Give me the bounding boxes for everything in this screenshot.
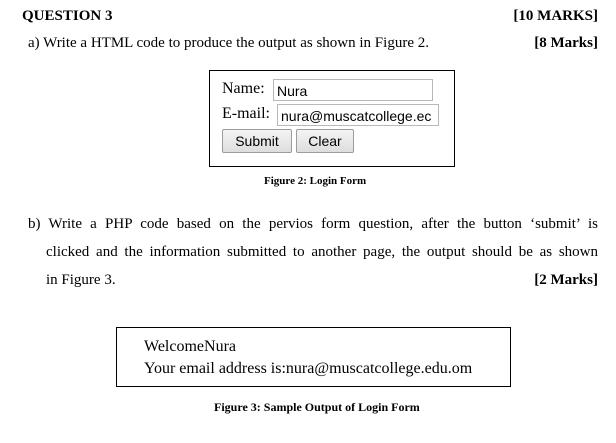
- submit-button[interactable]: Submit: [222, 129, 292, 153]
- question-title: QUESTION 3: [22, 8, 113, 24]
- email-address-line: Your email address is:nura@muscatcollege.edu.om: [144, 360, 473, 377]
- login-form-figure: [209, 70, 455, 167]
- name-label: Name:: [222, 80, 265, 97]
- name-row: [222, 80, 265, 98]
- part-b-marks: [2 Marks]: [534, 272, 598, 288]
- part-b-line-2: clicked and the information submitted to another page, the output should be as shown: [46, 244, 598, 260]
- sample-output-figure: [116, 327, 511, 387]
- part-a-instruction: a) Write a HTML code to produce the output as shown in Figure 2.: [28, 35, 429, 51]
- question-marks: [10 MARKS]: [513, 8, 598, 24]
- part-a-marks: [8 Marks]: [534, 35, 598, 51]
- figure-2-caption: Figure 2: Login Form: [264, 175, 367, 187]
- clear-button[interactable]: Clear: [296, 129, 354, 153]
- email-input[interactable]: nura@muscatcollege.ec: [277, 104, 439, 126]
- name-input[interactable]: Nura: [273, 79, 433, 101]
- email-label: E-mail:: [222, 105, 270, 122]
- figure-3-caption: Figure 3: Sample Output of Login Form: [214, 400, 420, 414]
- email-row: [222, 105, 270, 123]
- part-b-line-1: b) Write a PHP code based on the pervios form question, after the button ‘submit’ is: [28, 216, 598, 232]
- part-b-line-3: in Figure 3.: [46, 272, 116, 288]
- welcome-line: WelcomeNura: [144, 338, 236, 355]
